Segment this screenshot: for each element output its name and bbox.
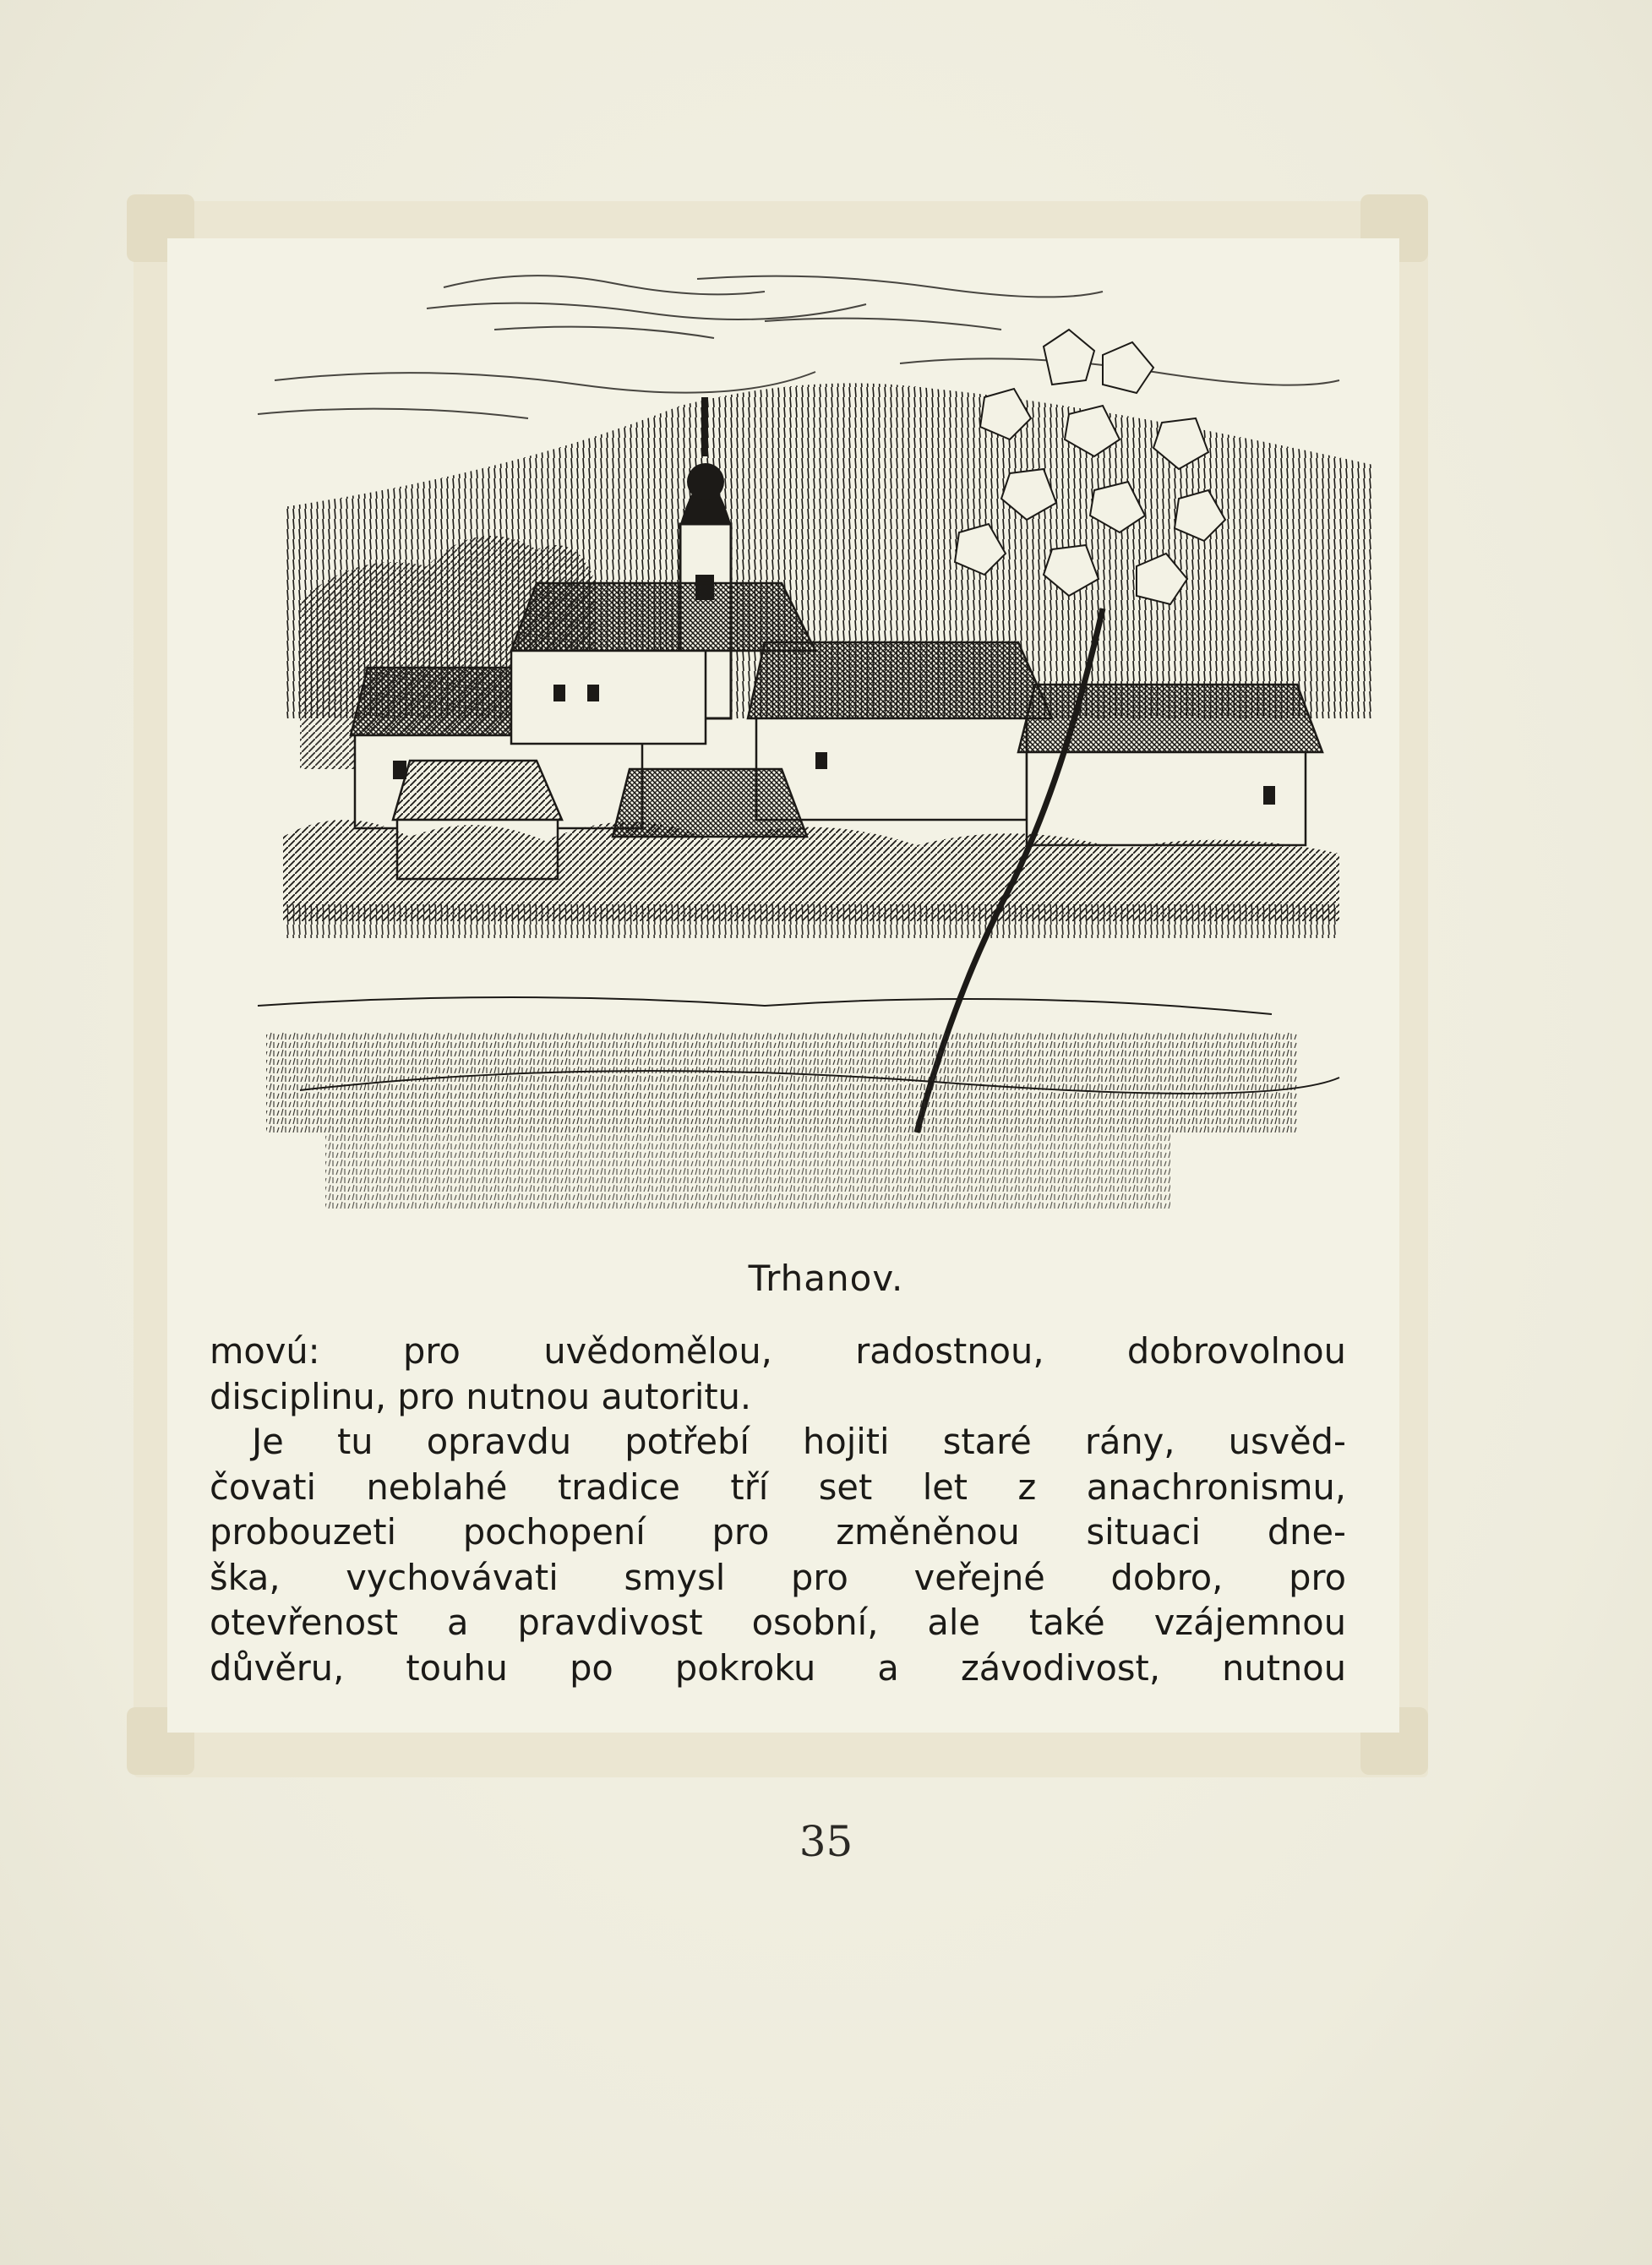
text-line: Je tu opravdu potřebí hojiti staré rány, usvěd- [252,1421,1346,1462]
text-line: otevřenost a pravdivost osobní, ale také vzájemnou [210,1602,1346,1643]
text-line: ška, vychovávati smysl pro veřejné dobro, pro [210,1556,1346,1598]
text-line: movú: pro uvědomělou, radostnou, dobrovolnou [210,1330,1346,1372]
text-line: důvěru, touhu po pokroku a závodivost, nutnou [210,1646,1346,1689]
text-line: čovati neblahé tradice tří set let z anachronismu, [210,1465,1346,1508]
page-number: 35 [799,1817,853,1866]
body-text [210,1329,1346,1690]
text-line: disciplinu, pro nutnou autoritu. [210,1375,752,1417]
illustration-caption: Trhanov. [748,1258,904,1299]
village-landscape-engraving [173,245,1394,1238]
text-line: probouzeti pochopení pro změněnou situaci dne- [210,1511,1346,1553]
